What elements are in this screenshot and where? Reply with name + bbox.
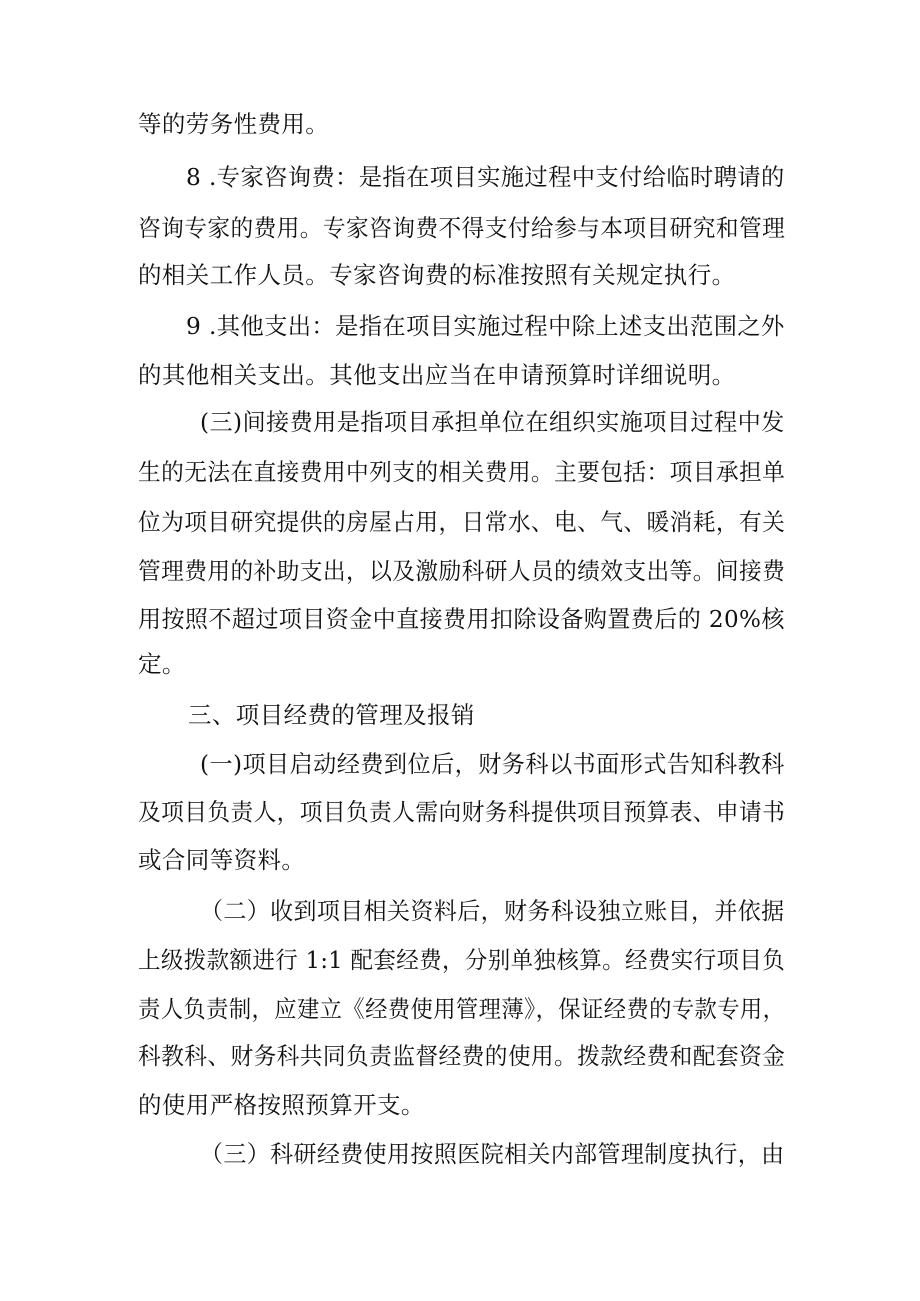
text-line: 科教科、财务科共同负责监督经费的使用。拨款经费和配套资金 — [138, 1042, 786, 1070]
text-line: （二）收到项目相关资料后，财务科设独立账目，并依据 — [200, 897, 785, 925]
text-line: 管理费用的补助支出，以及激励科研人员的绩效支出等。间接费 — [138, 557, 786, 585]
text-line: 或合同等资料。 — [138, 846, 306, 874]
section-heading: 三、项目经费的管理及报销 — [188, 701, 475, 729]
text-line: (一)项目启动经费到位后，财务科以书面形式告知科教科 — [200, 750, 785, 778]
text-line: 责人负责制，应建立《经费使用管理薄》，保证经费的专款专用， — [138, 995, 786, 1023]
text-line: 位为项目研究提供的房屋占用，日常水、电、气、暖消耗，有关 — [138, 508, 786, 536]
text-line: 8 .专家咨询费：是指在项目实施过程中支付给临时聘请的 — [186, 163, 785, 191]
text-line: 的相关工作人员。专家咨询费的标准按照有关规定执行。 — [138, 261, 736, 289]
text-line: 用按照不超过项目资金中直接费用扣除设备购置费后的 20%核 — [138, 605, 785, 633]
text-line: (三)间接费用是指项目承担单位在组织实施项目过程中发 — [200, 408, 785, 436]
text-line: 生的无法在直接费用中列支的相关费用。主要包括：项目承担单 — [138, 458, 786, 486]
text-line: 9 .其他支出：是指在项目实施过程中除上述支出范围之外 — [186, 312, 785, 340]
text-line: 咨询专家的费用。专家咨询费不得支付给参与本项目研究和管理 — [138, 214, 786, 242]
text-line: 定。 — [138, 650, 186, 678]
text-line: 及项目负责人，项目负责人需向财务科提供项目预算表、申请书 — [138, 798, 786, 826]
text-line: 的其他相关支出。其他支出应当在申请预算时详细说明。 — [138, 361, 736, 389]
text-line: （三）科研经费使用按照医院相关内部管理制度执行，由 — [200, 1140, 785, 1168]
text-line: 等的劳务性费用。 — [138, 110, 330, 138]
text-line: 的使用严格按照预算开支。 — [138, 1091, 425, 1119]
text-line: 上级拨款额进行 1:1 配套经费，分别单独核算。经费实行项目负 — [138, 946, 786, 974]
